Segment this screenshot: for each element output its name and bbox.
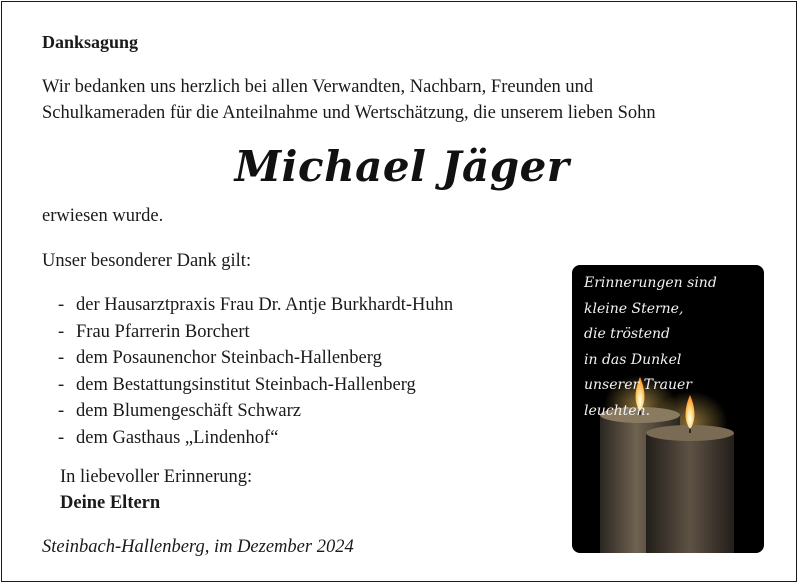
poem-line: kleine Sterne, xyxy=(584,300,684,317)
list-marker: - xyxy=(58,374,65,395)
list-item xyxy=(58,319,453,346)
list-item xyxy=(58,398,453,425)
memory-text: In liebevoller Erinnerung: xyxy=(60,467,253,487)
list-marker: - xyxy=(58,295,65,315)
obituary-notice xyxy=(1,1,797,582)
poem-line: unserer Trauer leuchten. xyxy=(584,377,692,419)
thanks-list xyxy=(58,292,453,451)
intro-line-2: Schulkameraden für die Anteilnahme und Wertschätzung, die unserem lieben Sohn xyxy=(42,103,656,123)
list-item-text: dem Blumengeschäft Schwarz xyxy=(76,401,302,421)
list-item-text: dem Bestattungsinstitut Steinbach-Hallenberg xyxy=(76,374,416,395)
poem-line: in das Dunkel xyxy=(584,351,682,368)
intro-line-1: Wir bedanken uns herzlich bei allen Verwandten, Nachbarn, Freunden und xyxy=(42,77,594,97)
shown-text: erwiesen wurde. xyxy=(42,206,164,226)
list-marker: - xyxy=(58,348,65,368)
candle-right xyxy=(646,433,734,553)
list-item xyxy=(58,345,453,372)
deceased-name: Michael Jäger xyxy=(234,142,570,191)
signature: Deine Eltern xyxy=(60,493,161,513)
thanks-intro: Unser besonderer Dank gilt: xyxy=(42,251,252,271)
list-item-text: Frau Pfarrerin Borchert xyxy=(76,321,250,342)
poem-line: Erinnerungen sind xyxy=(584,275,717,291)
list-item xyxy=(58,372,453,399)
place-date: Steinbach-Hallenberg, im Dezember 2024 xyxy=(42,537,354,557)
list-marker: - xyxy=(58,427,65,448)
list-marker: - xyxy=(58,401,65,421)
list-item-text: dem Gasthaus „Lindenhof“ xyxy=(76,427,279,448)
heading: Danksagung xyxy=(42,32,139,52)
candle-image xyxy=(572,265,764,553)
poem-line: die tröstend xyxy=(584,326,670,342)
list-item-text: dem Posaunenchor Steinbach-Hallenberg xyxy=(76,348,382,368)
intro-text xyxy=(42,74,782,126)
list-item xyxy=(58,425,453,452)
poem xyxy=(584,271,760,424)
list-item xyxy=(58,292,453,319)
list-marker: - xyxy=(58,321,65,342)
list-item-text: der Hausarztpraxis Frau Dr. Antje Burkhardt-Huhn xyxy=(76,295,454,315)
